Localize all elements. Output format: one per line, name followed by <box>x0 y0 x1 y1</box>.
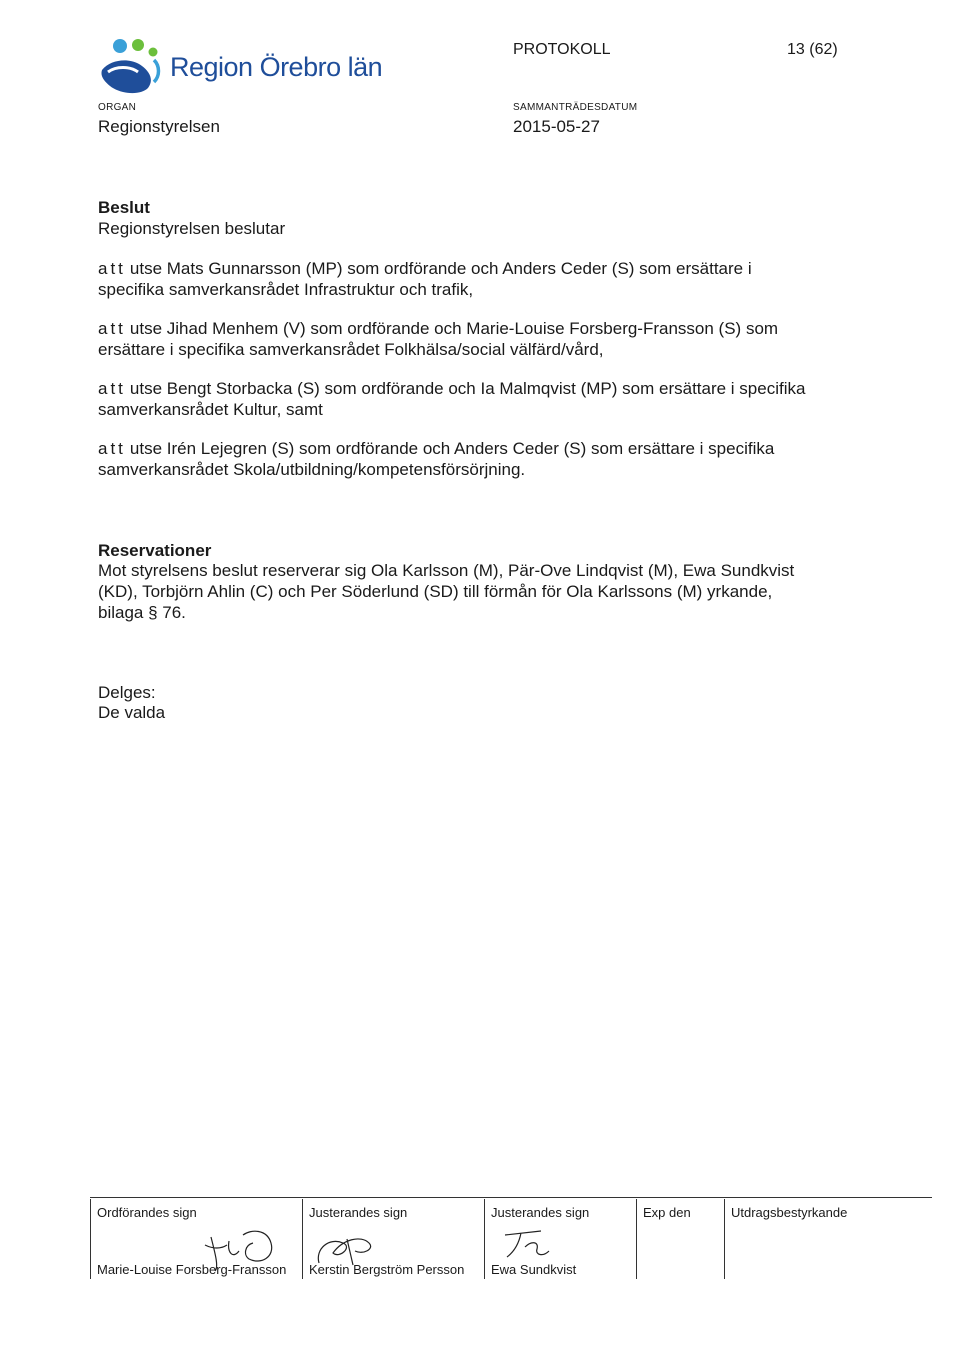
signature-label: Ordförandes sign <box>97 1205 197 1220</box>
decision-item <box>98 378 858 420</box>
beslut-heading: Beslut <box>98 198 150 217</box>
decision-item <box>98 318 858 360</box>
reservationer-heading: Reservationer <box>98 541 212 560</box>
organ-value: Regionstyrelsen <box>98 117 220 136</box>
att-marker: att <box>98 439 126 458</box>
signer-name: Kerstin Bergström Persson <box>309 1262 465 1277</box>
reservation-line: bilaga § 76. <box>98 603 186 622</box>
signer-name: Ewa Sundkvist <box>491 1262 577 1277</box>
signature-label: Utdragsbestyrkande <box>731 1205 848 1220</box>
reservation-line: (KD), Torbjörn Ahlin (C) och Per Söderlund (SD) till förmån för Ola Karlssons (M) yrkande, <box>98 582 773 601</box>
signature-label: Justerandes sign <box>491 1205 590 1220</box>
meeting-date-value: 2015-05-27 <box>513 117 600 136</box>
delges-label: Delges: <box>98 683 156 702</box>
decision-line: utse Jihad Menhem (V) som ordförande och Marie-Louise Forsberg-Fransson (S) som <box>129 319 779 338</box>
beslut-intro: Regionstyrelsen beslutar <box>98 219 286 238</box>
signature-cell-exp-den <box>636 1199 725 1279</box>
att-marker: att <box>98 379 126 398</box>
signature-label: Exp den <box>643 1205 691 1220</box>
reservation-line: Mot styrelsens beslut reserverar sig Ola Karlsson (M), Pär-Ove Lindqvist (M), Ewa Sundkvist <box>98 561 795 580</box>
document-type: PROTOKOLL <box>513 41 611 58</box>
organ-label: ORGAN <box>98 102 137 113</box>
decision-line: samverkansrådet Kultur, samt <box>98 400 323 419</box>
organization-name: Region Örebro län <box>170 52 383 82</box>
signature-cell-adjuster-2 <box>484 1199 637 1279</box>
signature-cell-chair <box>90 1199 303 1279</box>
decision-item <box>98 438 858 480</box>
att-marker: att <box>98 259 126 278</box>
signature-scrawl-adjuster-2 <box>497 1227 557 1263</box>
reservationer-text <box>98 560 858 623</box>
decision-line: specifika samverkansrådet Infrastruktur och trafik, <box>98 280 474 299</box>
region-orebro-logo-icon <box>98 36 168 96</box>
meeting-date-label: SAMMANTRÄDESDATUM <box>513 102 638 113</box>
decision-line: utse Irén Lejegren (S) som ordförande och Anders Ceder (S) som ersättare i specifika <box>129 439 775 458</box>
signature-cell-utdrag <box>724 1199 933 1279</box>
signature-table <box>90 1197 932 1282</box>
decision-line: ersättare i specifika samverkansrådet Folkhälsa/social välfärd/vård, <box>98 340 604 359</box>
delges-value: De valda <box>98 703 166 722</box>
decision-item <box>98 258 858 300</box>
decision-line: samverkansrådet Skola/utbildning/kompetensförsörjning. <box>98 460 526 479</box>
page-number: 13 (62) <box>787 41 838 58</box>
signer-name: Marie-Louise Forsberg-Fransson <box>97 1262 287 1277</box>
signature-table-border <box>90 1197 932 1198</box>
decision-line: utse Mats Gunnarsson (MP) som ordförande och Anders Ceder (S) som ersättare i <box>129 259 752 278</box>
decision-line: utse Bengt Storbacka (S) som ordförande och Ia Malmqvist (MP) som ersättare i specifika <box>129 379 806 398</box>
att-marker: att <box>98 319 126 338</box>
signature-label: Justerandes sign <box>309 1205 408 1220</box>
signature-cell-adjuster-1 <box>302 1199 485 1279</box>
